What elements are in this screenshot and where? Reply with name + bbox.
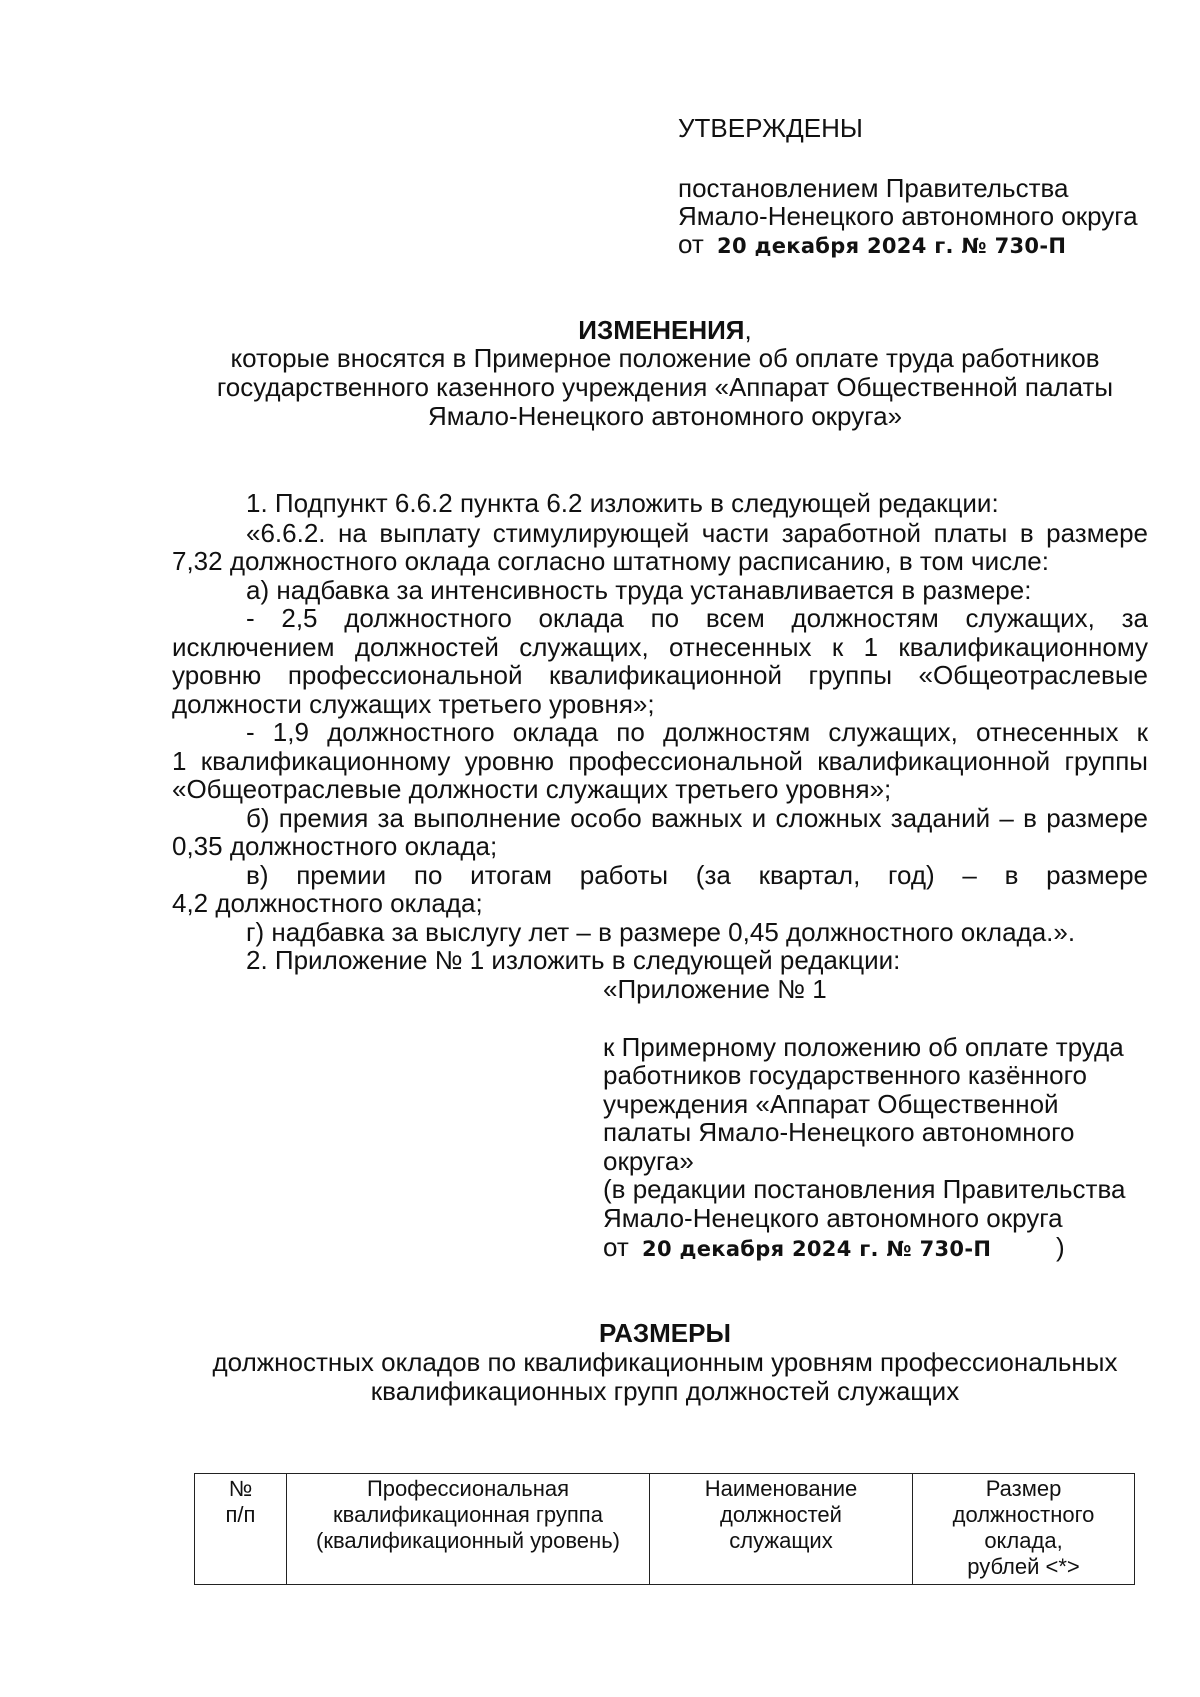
table-header-group bbox=[287, 1474, 650, 1585]
appendix-line-7: Ямало-Ненецкого автономного округа bbox=[603, 1203, 1063, 1233]
table-header-position bbox=[650, 1474, 913, 1585]
appendix-line-3: учреждения «Аппарат Общественной bbox=[603, 1089, 1059, 1119]
appendix-closing-paren: ) bbox=[1056, 1232, 1065, 1262]
appendix-line-4: палаты Ямало-Ненецкого автономного bbox=[603, 1117, 1075, 1147]
paragraph-5-line-1: - 1,9 должностного оклада по должностям служащих, отнесенных к bbox=[246, 717, 1148, 747]
header-text: Профессиональная bbox=[366, 1476, 570, 1501]
approval-line-2: Ямало-Ненецкого автономного округа bbox=[678, 201, 1138, 231]
paragraph-7-line-1: в) премии по итогам работы (за квартал, год) – в размере bbox=[246, 860, 1148, 890]
paragraph-4-line-2: исключением должностей служащих, отнесенных к 1 квалификационному bbox=[172, 632, 1148, 662]
appendix-line-6: (в редакции постановления Правительства bbox=[603, 1174, 1126, 1204]
sizes-subtitle-line-2: квалификационных групп должностей служащих bbox=[370, 1376, 960, 1406]
appendix-registration-stamp: 20 декабря 2024 г. № 730-П bbox=[642, 1237, 992, 1261]
changes-subtitle-line-2: государственного казенного учреждения «Аппарат Общественной палаты bbox=[216, 372, 1114, 402]
header-text: должностей bbox=[720, 1502, 842, 1527]
appendix-line-1: к Примерному положению об оплате труда bbox=[603, 1032, 1124, 1062]
paragraph-5-line-3: «Общеотраслевые должности служащих третьего уровня»; bbox=[172, 774, 892, 804]
header-text: оклада, bbox=[984, 1528, 1063, 1553]
appendix-date-line bbox=[603, 1233, 991, 1264]
paragraph-2-line-1: «6.6.2. на выплату стимулирующей части заработной платы в размере bbox=[246, 518, 1148, 548]
paragraph-1: 1. Подпункт 6.6.2 пункта 6.2 изложить в следующей редакции: bbox=[246, 488, 999, 518]
table-header-number bbox=[195, 1474, 287, 1585]
paragraph-5-line-2: 1 квалификационному уровню профессиональной квалификационной группы bbox=[172, 746, 1148, 776]
header-text: (квалификационный уровень) bbox=[316, 1528, 620, 1553]
header-text: рублей <*> bbox=[967, 1554, 1080, 1579]
table-header-salary bbox=[913, 1474, 1135, 1585]
changes-heading-comma: , bbox=[744, 315, 752, 345]
header-text: № bbox=[228, 1476, 253, 1501]
paragraph-4-line-1: - 2,5 должностного оклада по всем должностям служащих, за bbox=[246, 603, 1148, 633]
header-text: служащих bbox=[729, 1528, 833, 1553]
header-text: Наименование bbox=[704, 1476, 858, 1501]
approval-date-prefix: от bbox=[678, 229, 704, 259]
salary-table bbox=[194, 1473, 1135, 1585]
paragraph-7-line-2: 4,2 должностного оклада; bbox=[172, 888, 483, 918]
header-text: п/п bbox=[225, 1502, 256, 1527]
approval-registration-stamp: 20 декабря 2024 г. № 730-П bbox=[717, 234, 1067, 258]
appendix-date-prefix: от bbox=[603, 1232, 629, 1262]
paragraph-8: г) надбавка за выслугу лет – в размере 0,45 должностного оклада.». bbox=[246, 917, 1076, 947]
appendix-heading: «Приложение № 1 bbox=[603, 974, 827, 1004]
changes-subtitle-line-1: которые вносятся в Примерное положение об оплате труда работников bbox=[230, 343, 1100, 373]
header-text: Размер bbox=[985, 1476, 1062, 1501]
paragraph-9: 2. Приложение № 1 изложить в следующей редакции: bbox=[246, 945, 901, 975]
header-text: квалификационная группа bbox=[333, 1502, 603, 1527]
header-text: должностного bbox=[952, 1502, 1095, 1527]
appendix-line-2: работников государственного казённого bbox=[603, 1060, 1087, 1090]
paragraph-3: а) надбавка за интенсивность труда устанавливается в размере: bbox=[246, 575, 1032, 605]
paragraph-4-line-4: должности служащих третьего уровня»; bbox=[172, 689, 655, 719]
sizes-subtitle-line-1: должностных окладов по квалификационным уровням профессиональных bbox=[212, 1347, 1118, 1377]
approval-date-line bbox=[678, 230, 1066, 261]
approval-heading: УТВЕРЖДЕНЫ bbox=[678, 113, 863, 143]
paragraph-2-line-2: 7,32 должностного оклада согласно штатному расписанию, в том числе: bbox=[172, 546, 1049, 576]
paragraph-6-line-2: 0,35 должностного оклада; bbox=[172, 831, 498, 861]
changes-title bbox=[0, 316, 1200, 345]
paragraph-4-line-3: уровню профессиональной квалификационной группы «Общеотраслевые bbox=[172, 660, 1148, 690]
changes-subtitle-line-3: Ямало-Ненецкого автономного округа» bbox=[427, 401, 903, 431]
changes-heading: ИЗМЕНЕНИЯ bbox=[578, 315, 745, 345]
approval-line-1: постановлением Правительства bbox=[678, 173, 1069, 203]
sizes-heading: РАЗМЕРЫ bbox=[599, 1318, 731, 1348]
table-header-row bbox=[195, 1474, 1135, 1585]
appendix-line-5: округа» bbox=[603, 1146, 694, 1176]
paragraph-6-line-1: б) премия за выполнение особо важных и сложных заданий – в размере bbox=[246, 803, 1148, 833]
